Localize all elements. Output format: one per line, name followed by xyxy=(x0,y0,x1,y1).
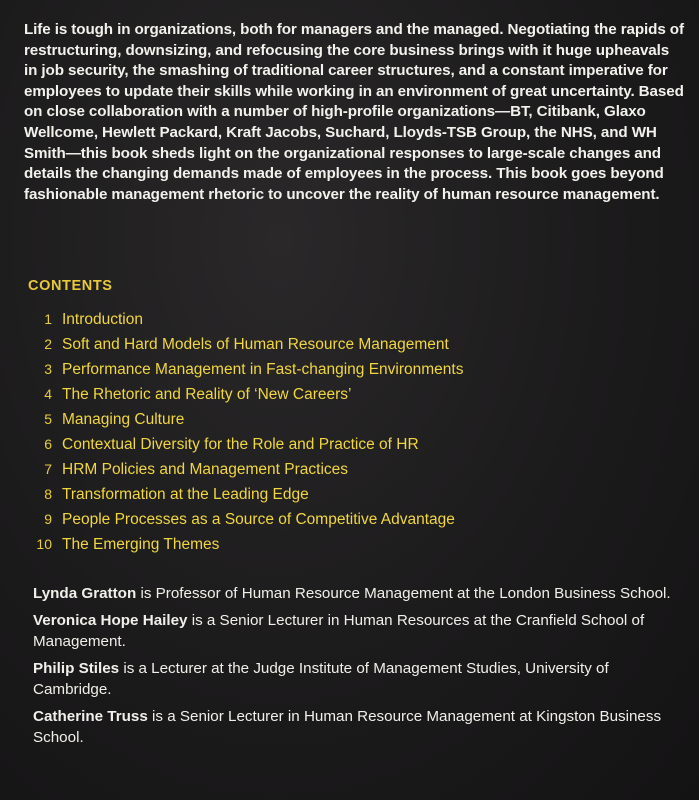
book-blurb: Life is tough in organizations, both for managers and the managed. Negotiating the rapids of restructuring, downsizing, and refocusing the core business brings with it huge upheavals in job security, the smashing of traditional career structures, and a constant imperative for employees to update their skills while working in an environment of great uncertainty. Based on close collaboration with a number of high-profile organizations—BT, Citibank, Glaxo Wellcome, Hewlett Packard, Kraft Jacobs, Suchard, Lloyds-TSB Group, the NHS, and WH Smith—this book sheds light on the organizational responses to large-scale changes and details the changing demands made of employees in the process. This book goes beyond fashionable management rhetoric to uncover the reality of human resource management. xyxy=(24,21,684,203)
chapter-title: Contextual Diversity for the Role and Practice of HR xyxy=(62,436,419,453)
toc-item xyxy=(26,411,646,436)
toc-item xyxy=(26,511,646,536)
author-description: is Professor of Human Resource Management at the London Business School. xyxy=(136,585,671,602)
chapter-number: 4 xyxy=(44,386,52,402)
toc-item xyxy=(26,386,646,411)
chapter-title: Soft and Hard Models of Human Resource Management xyxy=(62,336,449,353)
chapter-title: Managing Culture xyxy=(62,411,185,428)
toc-item xyxy=(26,461,646,486)
author-description: is a Senior Lecturer in Human Resources at the Cranfield School of Management. xyxy=(33,611,645,650)
author-name: Lynda Gratton xyxy=(33,585,137,602)
chapter-title: The Emerging Themes xyxy=(62,536,220,553)
author-bio xyxy=(33,610,673,653)
chapter-number: 3 xyxy=(44,361,52,377)
chapter-number: 8 xyxy=(44,486,52,502)
author-bio xyxy=(33,658,673,701)
author-bio xyxy=(33,706,673,749)
chapter-number: 9 xyxy=(44,511,52,527)
chapter-number: 7 xyxy=(44,461,52,477)
chapter-title: Performance Management in Fast-changing Environments xyxy=(62,361,464,378)
author-name: Catherine Truss xyxy=(33,707,148,725)
chapter-title: Transformation at the Leading Edge xyxy=(62,486,309,503)
chapter-number: 10 xyxy=(36,536,52,552)
chapter-title: Introduction xyxy=(62,311,143,328)
chapter-number: 5 xyxy=(44,411,52,427)
toc-item xyxy=(26,536,646,561)
author-name: Philip Stiles xyxy=(33,659,120,677)
toc-item xyxy=(26,336,646,361)
chapter-title: People Processes as a Source of Competitive Advantage xyxy=(62,511,455,528)
toc-item xyxy=(26,311,646,336)
chapter-number: 2 xyxy=(44,336,52,352)
table-of-contents xyxy=(26,311,646,561)
toc-item xyxy=(26,486,646,511)
author-name: Veronica Hope Hailey xyxy=(33,611,188,629)
toc-item xyxy=(26,436,646,461)
author-bio xyxy=(33,583,673,605)
chapter-number: 1 xyxy=(44,311,52,327)
author-description: is a Lecturer at the Judge Institute of Management Studies, University of Cambridge. xyxy=(33,659,609,698)
chapter-number: 6 xyxy=(44,436,52,452)
contents-heading: CONTENTS xyxy=(28,278,113,294)
author-bios xyxy=(33,583,673,754)
chapter-title: HRM Policies and Management Practices xyxy=(62,461,349,478)
toc-item xyxy=(26,361,646,386)
author-description: is a Senior Lecturer in Human Resource Management at Kingston Business School. xyxy=(33,707,662,746)
chapter-title: The Rhetoric and Reality of ‘New Careers’ xyxy=(62,386,352,403)
